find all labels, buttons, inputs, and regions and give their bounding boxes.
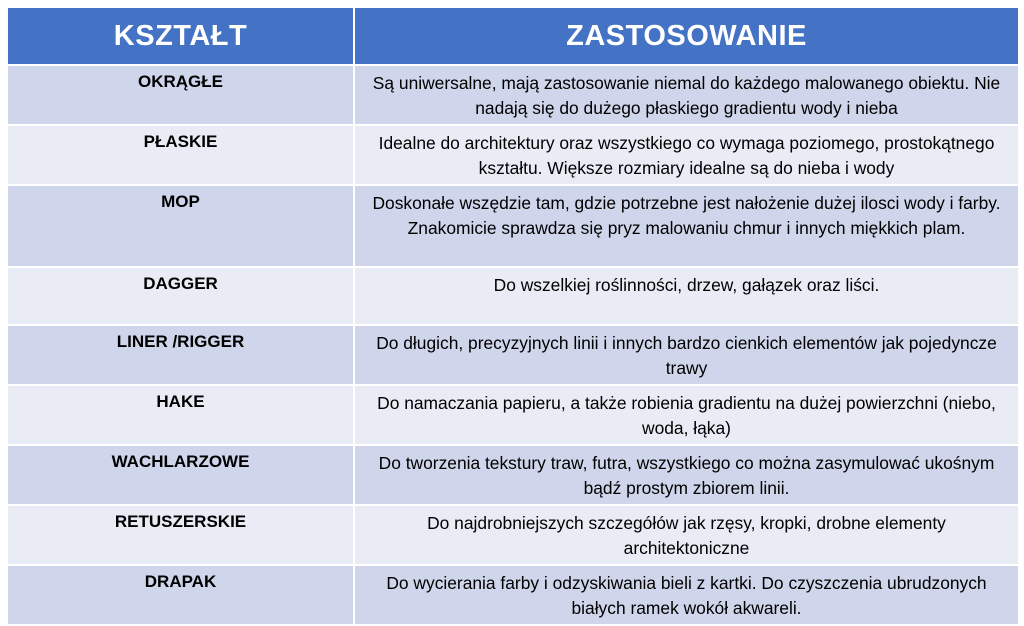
use-cell: Doskonałe wszędzie tam, gdzie potrzebne jest nałożenie dużej ilosci wody i farby. Znakomicie sprawdza się pryz malowaniu chmur i innych miękkich plam. [354,185,1019,267]
use-cell: Do tworzenia tekstury traw, futra, wszystkiego co można zasymulować ukośnym bądź prostym zbiorem linii. [354,445,1019,505]
header-shape: KSZTAŁT [7,7,354,65]
shape-cell: HAKE [7,385,354,445]
table-row [7,65,1019,125]
table-header-row [7,7,1019,65]
use-cell: Są uniwersalne, mają zastosowanie niemal do każdego malowanego obiektu. Nie nadają się do dużego płaskiego gradientu wody i nieba [354,65,1019,125]
table-row [7,125,1019,185]
use-cell: Idealne do architektury oraz wszystkiego co wymaga poziomego, prostokątnego kształtu. Większe rozmiary idealne są do nieba i wody [354,125,1019,185]
shape-cell: RETUSZERSKIE [7,505,354,565]
use-cell: Do wszelkiej roślinności, drzew, gałązek oraz liści. [354,267,1019,325]
table-row [7,565,1019,625]
shape-cell: OKRĄGŁE [7,65,354,125]
table-row [7,385,1019,445]
shape-cell: PŁASKIE [7,125,354,185]
use-cell: Do namaczania papieru, a także robienia gradientu na dużej powierzchni (niebo, woda, łąka) [354,385,1019,445]
use-cell: Do najdrobniejszych szczegółów jak rzęsy, kropki, drobne elementy architektoniczne [354,505,1019,565]
shape-cell: DAGGER [7,267,354,325]
shape-cell: MOP [7,185,354,267]
use-cell: Do wycierania farby i odzyskiwania bieli z kartki. Do czyszczenia ubrudzonych białych ramek wokół akwareli. [354,565,1019,625]
shape-cell: DRAPAK [7,565,354,625]
brush-shapes-table [6,6,1020,626]
shape-cell: WACHLARZOWE [7,445,354,505]
shape-cell: LINER /RIGGER [7,325,354,385]
header-use: ZASTOSOWANIE [354,7,1019,65]
table-row [7,505,1019,565]
table-row [7,325,1019,385]
table-row [7,445,1019,505]
table-row [7,185,1019,267]
table-row [7,267,1019,325]
use-cell: Do długich, precyzyjnych linii i innych bardzo cienkich elementów jak pojedyncze trawy [354,325,1019,385]
